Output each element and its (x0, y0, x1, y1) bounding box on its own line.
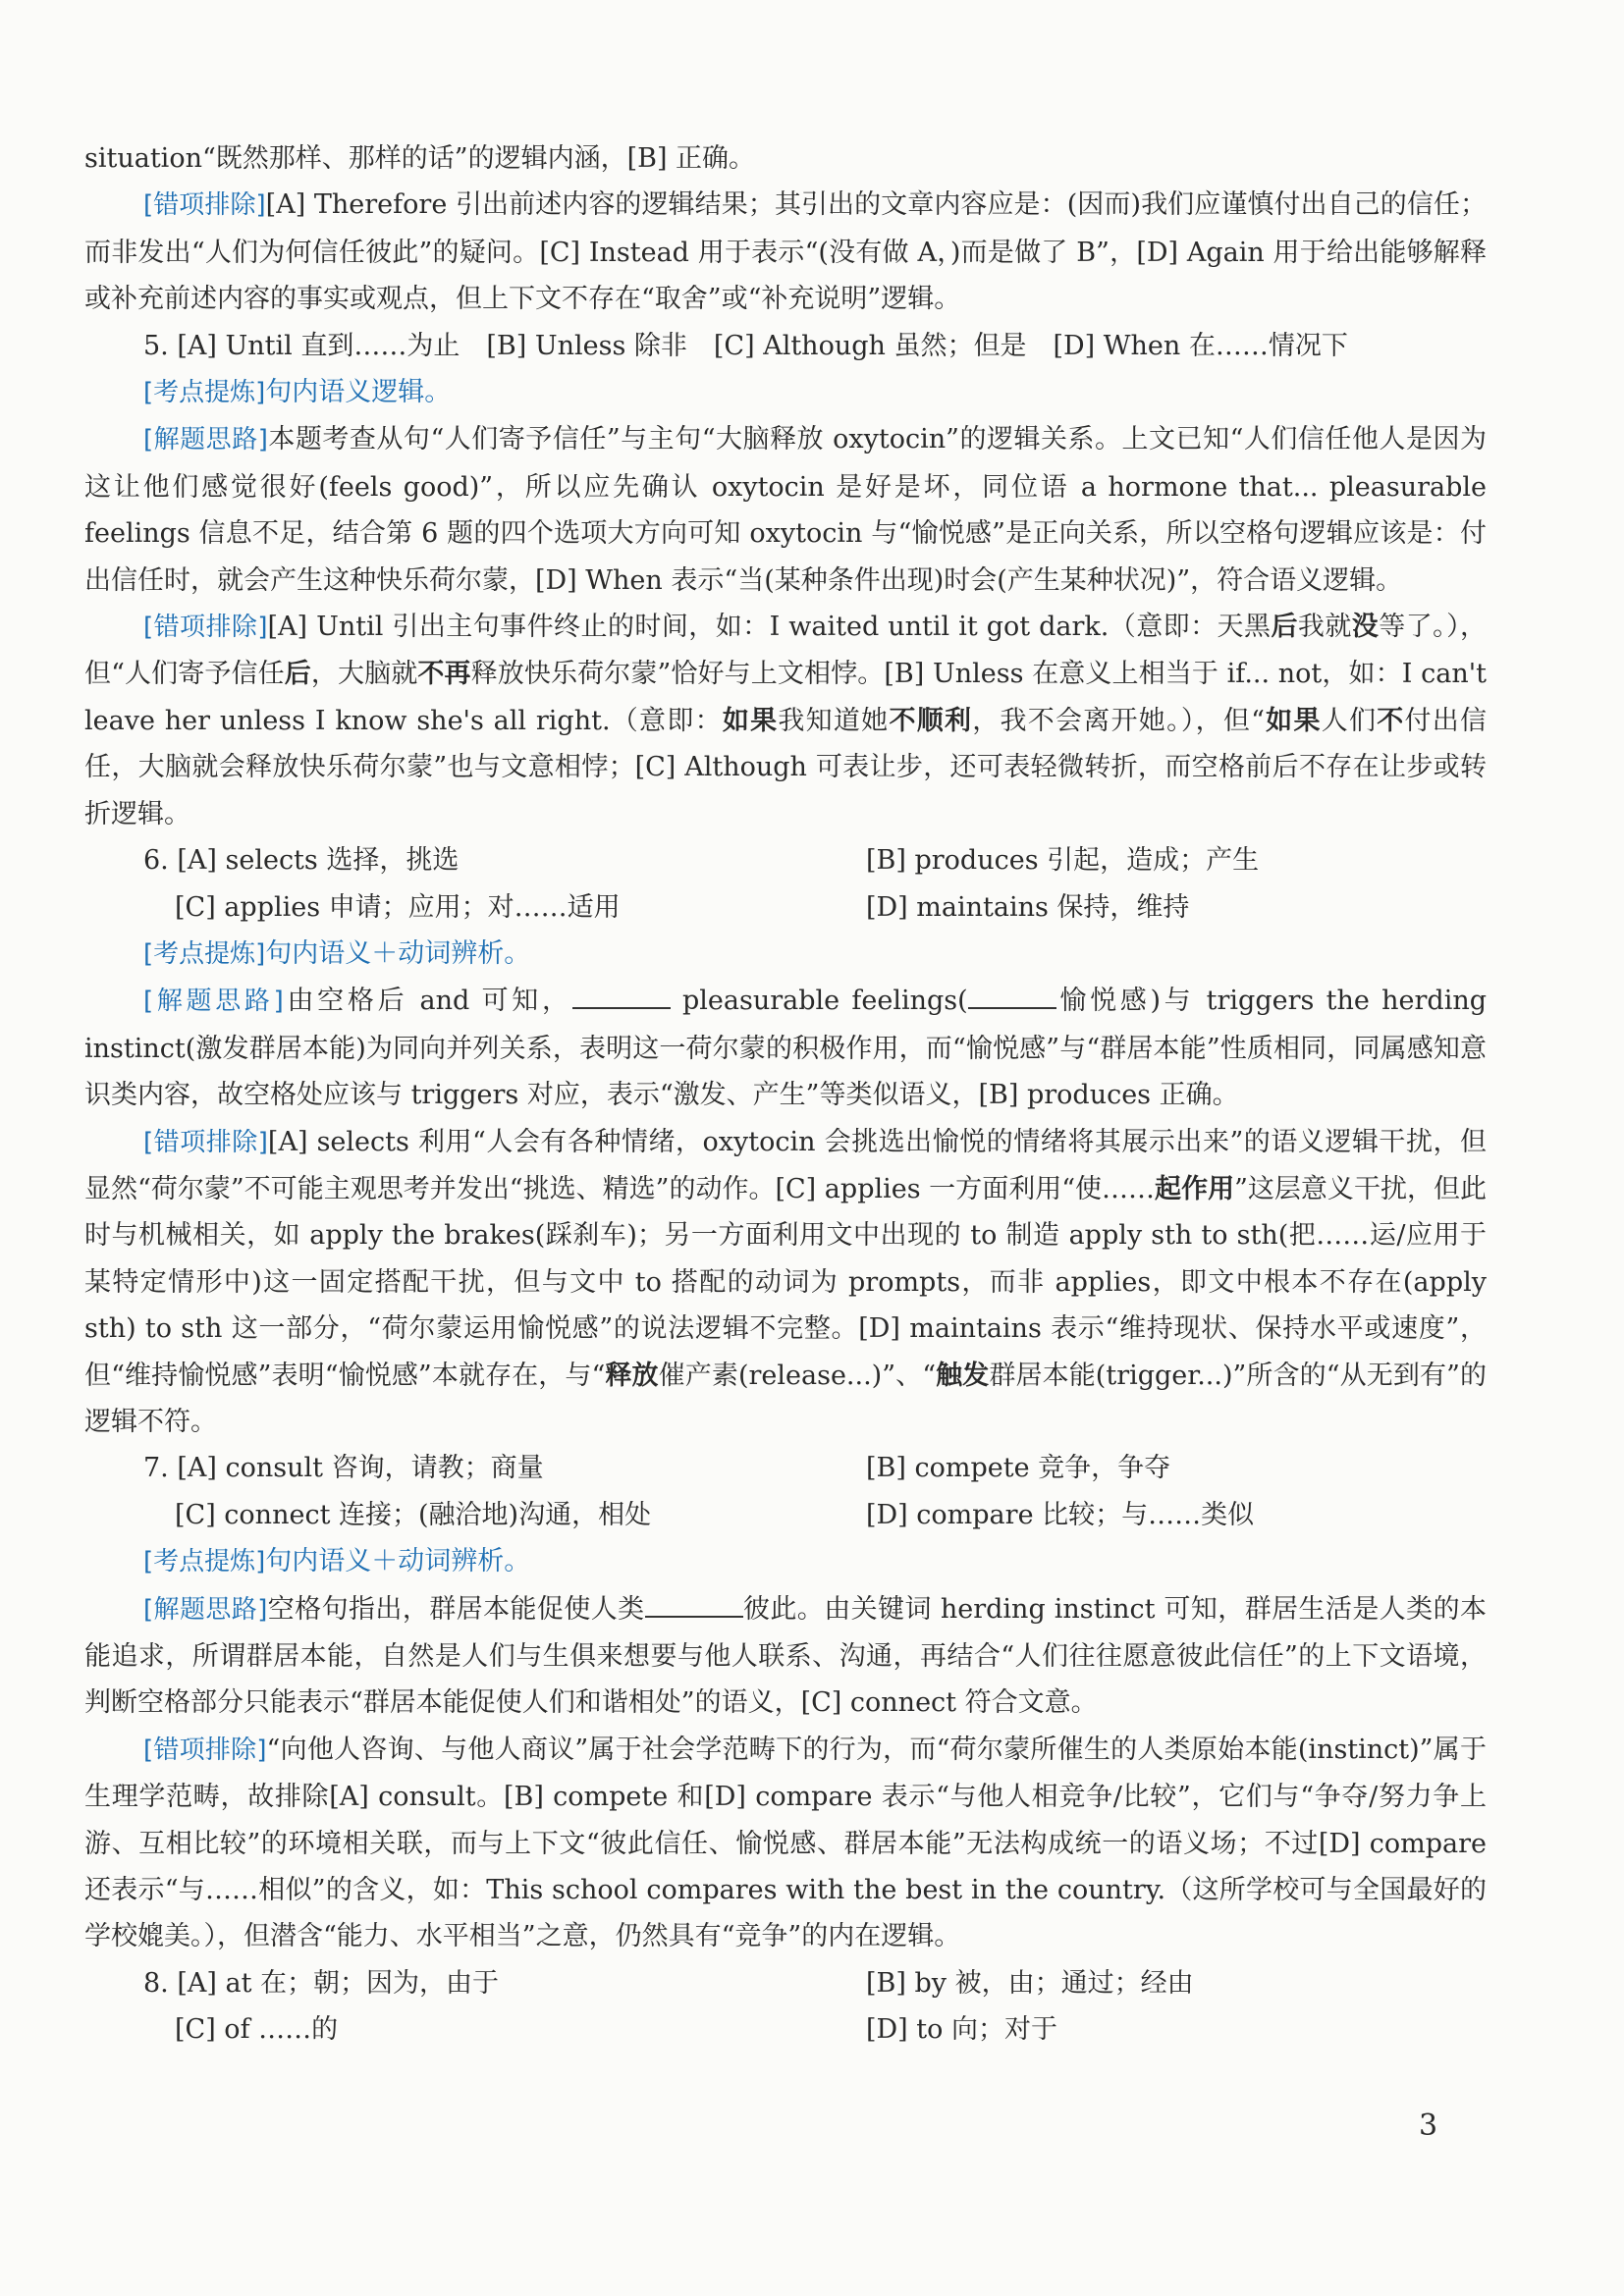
q8-options-row-2 (84, 2006, 1487, 2053)
tag-exclusion: [错项排除] (143, 1127, 268, 1157)
q7-option-b: [B] compete 竞争，争夺 (866, 1453, 1171, 1484)
q7-option-c: [C] connect 连接；(融洽地)沟通，相处 (175, 1499, 652, 1530)
q6-option-d: [D] maintains 保持，维持 (866, 891, 1190, 923)
q6-excl-text: ”这层意义干扰，但此时与机械相关，如 apply the brakes(踩刹车)；另一方面利用文中出现的 to 制造 apply sth to sth(把……运/应用于某特定情形中)这一固定搭配干扰，但与文中 to 搭配的动词为 prompts，而非 applies，即文中根本不存在(apply sth) to sth 这一部分，“荷尔蒙运用愉悦感”的说法逻辑不完整。[D] maintains 表示“维持现状、保持水平或速度”，但“维持愉悦感”表明“愉悦感”本就存在，与“ (84, 1173, 1487, 1391)
q7-option-d: [D] compare 比较；与……类似 (866, 1499, 1255, 1530)
q5-exclusion (84, 604, 1487, 837)
q5-excl-text: ，我不会离开她。），但“ (972, 705, 1265, 736)
q7-exclusion-text: “向他人咨询、与他人商议”属于社会学范畴下的行为，而“荷尔蒙所催生的人类原始本能(instinct)”属于生理学范畴，故排除[A] consult。[B] compete 和[D] compare 表示“与他人相竞争/比较”，它们与“争夺/努力争上游、互相比较”的环境相关联，而与上下文“彼此信任、愉悦感、群居本能”无法构成统一的语义场；不过[D] compare 还表示“与……相似”的含义，如：This school compares with the best in the country.（这所学校可与全国最好的学校媲美。），但潜含“能力、水平相当”之意，仍然具有“竞争”的内在逻辑。 (84, 1734, 1487, 1952)
q6-idea-text: pleasurable feelings( (670, 986, 968, 1017)
q6-idea-text: 由空格后 and 可知， (283, 986, 572, 1017)
q8-option-b: [B] by 被，由；通过；经由 (866, 1967, 1194, 1999)
q6-point-text: 句内语义＋动词辨析。 (265, 937, 531, 969)
q5-point-text: 句内语义逻辑。 (265, 377, 452, 408)
q5-idea-text: 本题考查从句“人们寄予信任”与主句“大脑释放 oxytocin”的逻辑关系。上文已知“人们信任他人是因为这让他们感觉很好(feels good)”，所以应先确认 oxytocin 是好是坏，同位语 a hormone that... pleasurable feelings 信息不足，结合第 6 题的四个选项大方向可知 oxytocin 与“愉悦感”是正向关系，所以空格句逻辑应该是：付出信任时，就会产生这种快乐荷尔蒙，[D] When 表示“当(某种条件出现)时会(产生某种状况)”，符合语义逻辑。 (84, 424, 1487, 596)
q6-option-b: [B] produces 引起，造成；产生 (866, 845, 1260, 877)
q5-excl-text: 我就 (1297, 612, 1352, 643)
q7-exclusion (84, 1727, 1487, 1960)
q8-option-c: [C] of ……的 (175, 2014, 339, 2046)
q6-excl-text: 群居本能(trigger...)”所含的“从无到有”的逻辑不符。 (84, 1360, 1488, 1437)
tag-point: [考点提炼] (143, 938, 266, 969)
q4-exclusion-text: [A] Therefore 引出前述内容的逻辑结果；其引出的文章内容应是：(因而)我们应谨慎付出自己的信任；而非发出“人们为何信任彼此”的疑问。[C] Instead 用于表示“(没有做 A，)而是做了 B”，[D] Again 用于给出能够解释或补充前述内容的事实或观点，但上下文不存在“取舍”或“补充说明”逻辑。 (84, 189, 1487, 315)
tag-idea: [解题思路] (143, 987, 284, 1017)
q8-option-a: 8. [A] at 在；朝；因为，由于 (143, 1967, 500, 1999)
q6-option-a: 6. [A] selects 选择，挑选 (143, 845, 460, 877)
q5-excl-bold: 没 (1351, 612, 1380, 643)
q6-idea (84, 978, 1487, 1118)
q6-option-c: [C] applies 申请；应用；对……适用 (175, 891, 621, 923)
q5-excl-text: 释放快乐荷尔蒙”恰好与上文相悖。[B] Unless 在意义上相当于 if... not，如：I can't leave her unless I know she's all right.（意即： (84, 659, 1488, 736)
q5-excl-bold: 后 (1271, 612, 1298, 643)
tag-idea: [解题思路] (143, 425, 268, 455)
answer-blank (645, 1590, 743, 1618)
q6-excl-text: 催产素(release...)”、“ (658, 1360, 937, 1391)
q5-excl-bold: 后 (284, 659, 311, 690)
q5-excl-bold: 不 (1377, 705, 1405, 736)
q7-option-a: 7. [A] consult 咨询，请教；商量 (143, 1453, 544, 1484)
q6-point (84, 931, 1487, 978)
q6-options-row-1 (84, 837, 1487, 883)
paragraph-q4-exclusion (84, 182, 1487, 322)
q7-point (84, 1538, 1487, 1585)
q5-excl-bold: 不顺利 (889, 705, 973, 736)
q5-excl-text: ，大脑就 (310, 659, 418, 690)
q6-exclusion (84, 1119, 1487, 1446)
tag-exclusion: [错项排除] (143, 613, 268, 643)
tag-point: [考点提炼] (143, 1547, 266, 1577)
q7-point-text: 句内语义＋动词辨析。 (265, 1546, 531, 1577)
tag-exclusion: [错项排除] (143, 190, 266, 221)
q5-excl-text: 我知道她 (778, 705, 890, 736)
q5-options: 5. [A] Until 直到……为止 [B] Unless 除非 [C] Although 虽然；但是 [D] When 在……情况下 (143, 330, 1348, 361)
q5-point (84, 369, 1487, 416)
tag-idea: [解题思路] (143, 1594, 268, 1625)
q7-idea (84, 1586, 1487, 1727)
page-number: 3 (1419, 2109, 1438, 2143)
q7-options-row-1 (84, 1445, 1487, 1491)
q5-excl-bold: 如果 (1264, 705, 1322, 736)
q6-excl-bold: 触发 (936, 1360, 990, 1391)
q5-excl-bold: 如果 (722, 705, 779, 736)
q7-idea-text: 空格句指出，群居本能促使人类 (267, 1593, 645, 1625)
answer-blank (572, 982, 671, 1009)
q6-options-row-2 (84, 884, 1487, 931)
q5-excl-text: 付出信任，大脑就会释放快乐荷尔蒙”也与文意相悖；[C] Although 可表让步，还可表轻微转折，而空格前后不存在让步或转折逻辑。 (84, 705, 1488, 829)
q6-excl-bold: 起作用 (1155, 1173, 1235, 1204)
q6-excl-bold: 释放 (605, 1360, 659, 1391)
q6-idea-text: 愉悦感)与 triggers the herding instinct(激发群居本能)为同向并列关系，表明这一荷尔蒙的积极作用，而“愉悦感”与“群居本能”性质相同，同属感知意识类内容，故空格处应该与 triggers 对应，表示“激发、产生”等类似语义，[B] produces 正确。 (84, 986, 1488, 1111)
q5-excl-text: [A] Until 引出主句事件终止的时间，如：I waited until it got dark.（意即：天黑 (267, 612, 1272, 643)
q8-options-row-1 (84, 1960, 1487, 2006)
q7-options-row-2 (84, 1492, 1487, 1538)
q7-idea-text: 彼此。由关键词 herding instinct 可知，群居生活是人类的本能追求，所谓群居本能，自然是人们与生俱来想要与他人联系、沟通，再结合“人们往往愿意彼此信任”的上下文语境，判断空格部分只能表示“群居本能促使人们和谐相处”的语义，[C] connect 符合文意。 (84, 1593, 1487, 1719)
answer-blank (968, 982, 1056, 1009)
q6-excl-text: [A] selects 利用“人会有各种情绪，oxytocin 会挑选出愉悦的情绪将其展示出来”的语义逻辑干扰，但显然“荷尔蒙”不可能主观思考并发出“挑选、精选”的动作。[C] applies 一方面利用“使…… (84, 1126, 1487, 1204)
q5-excl-text: 人们 (1321, 705, 1378, 736)
paragraph-q4-conclusion: situation“既然那样、那样的话”的逻辑内涵，[B] 正确。 (84, 143, 756, 174)
q5-idea (84, 416, 1487, 604)
q5-excl-text: 等了。），但“人们寄予信任 (84, 612, 1488, 690)
q8-option-d: [D] to 向；对于 (866, 2014, 1057, 2046)
tag-point: [考点提炼] (143, 378, 266, 408)
q5-excl-bold: 不再 (417, 659, 471, 690)
tag-exclusion: [错项排除] (143, 1735, 267, 1765)
